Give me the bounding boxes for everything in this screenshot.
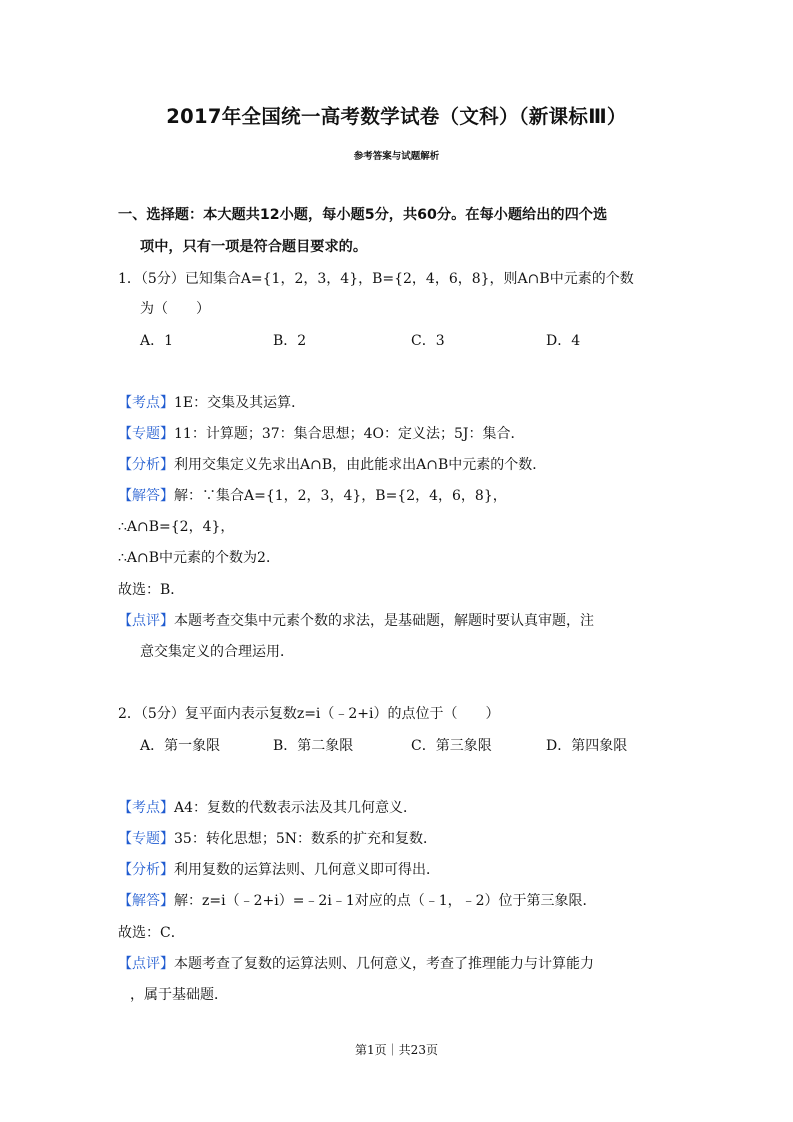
q2-kaodian xyxy=(118,799,417,817)
q2-jieda-tag: 【解答】 xyxy=(118,893,174,909)
q1-fenxi xyxy=(118,456,546,474)
q2-kaodian-text: A4：复数的代数表示法及其几何意义． xyxy=(174,800,418,816)
q2-dianping-line2: ，属于基础题． xyxy=(130,987,228,1003)
page-subtitle: 参考答案与试题解析 xyxy=(353,151,440,162)
q2-dianping xyxy=(118,955,594,973)
q1-stem-line2: 为（ ） xyxy=(140,301,210,317)
page-footer: 第1页｜共23页 xyxy=(355,1043,438,1057)
q2-fenxi xyxy=(118,861,440,879)
q1-jieda-line2: ∴A∩B={2，4}， xyxy=(118,519,235,535)
q1-option-d: D．4 xyxy=(546,333,581,349)
q1-dianping xyxy=(118,612,594,630)
q1-kaodian-tag: 【考点】 xyxy=(118,395,174,411)
q1-fenxi-text: 利用交集定义先求出A∩B，由此能求出A∩B中元素的个数． xyxy=(174,457,547,473)
q1-jieda xyxy=(118,487,507,505)
q2-zhuanti xyxy=(118,830,437,848)
q1-option-c: C．3 xyxy=(411,333,445,349)
section-heading-line1: 一、选择题：本大题共12小题，每小题5分，共60分。在每小题给出的四个选 xyxy=(118,207,608,223)
q2-stem: 2．（5分）复平面内表示复数z=i（﹣2+i）的点位于（ ） xyxy=(118,706,500,722)
q2-zhuanti-tag: 【专题】 xyxy=(118,831,174,847)
q1-dianping-line2: 意交集定义的合理运用． xyxy=(140,644,294,660)
section-heading-line2: 项中，只有一项是符合题目要求的。 xyxy=(140,239,368,255)
q1-zhuanti-tag: 【专题】 xyxy=(118,426,174,442)
page-title: 2017年全国统一高考数学试卷（文科）（新课标Ⅲ） xyxy=(166,105,627,128)
q1-answer: 故选：B． xyxy=(118,582,185,598)
q1-option-b: B．2 xyxy=(273,333,307,349)
q1-stem-line1: 1．（5分）已知集合A={1，2，3，4}，B={2，4，6，8}，则A∩B中元素的个数 xyxy=(118,271,634,287)
q2-option-d: D．第四象限 xyxy=(546,738,628,754)
q2-option-b: B．第二象限 xyxy=(273,738,354,754)
q2-zhuanti-text: 35：转化思想；5N：数系的扩充和复数． xyxy=(174,831,437,847)
q1-jieda-text: 解：∵集合A={1，2，3，4}，B={2，4，6，8}， xyxy=(174,488,507,504)
q2-dianping-tag: 【点评】 xyxy=(118,956,174,972)
q2-kaodian-tag: 【考点】 xyxy=(118,800,174,816)
q2-jieda-text: 解：z=i（﹣2+i）=﹣2i﹣1对应的点（﹣1，﹣2）位于第三象限． xyxy=(174,893,597,909)
q1-dianping-tag: 【点评】 xyxy=(118,613,174,629)
q2-option-a: A．第一象限 xyxy=(140,738,221,754)
q2-fenxi-text: 利用复数的运算法则、几何意义即可得出． xyxy=(174,862,440,878)
q2-fenxi-tag: 【分析】 xyxy=(118,862,174,878)
q1-kaodian-text: 1E：交集及其运算． xyxy=(174,395,306,411)
q1-option-a: A．1 xyxy=(140,333,174,349)
q2-answer: 故选：C． xyxy=(118,925,185,941)
q2-jieda xyxy=(118,892,597,910)
q1-jieda-line3: ∴A∩B中元素的个数为2． xyxy=(118,550,280,566)
q1-dianping-text: 本题考查交集中元素个数的求法，是基础题，解题时要认真审题，注 xyxy=(174,613,594,629)
q2-option-c: C．第三象限 xyxy=(411,738,492,754)
q2-dianping-text: 本题考查了复数的运算法则、几何意义，考查了推理能力与计算能力 xyxy=(174,956,594,972)
q1-zhuanti-text: 11：计算题；37：集合思想；4O：定义法；5J：集合． xyxy=(174,426,525,442)
q1-kaodian xyxy=(118,394,305,412)
q1-fenxi-tag: 【分析】 xyxy=(118,457,174,473)
q1-jieda-tag: 【解答】 xyxy=(118,488,174,504)
q1-zhuanti xyxy=(118,425,525,443)
